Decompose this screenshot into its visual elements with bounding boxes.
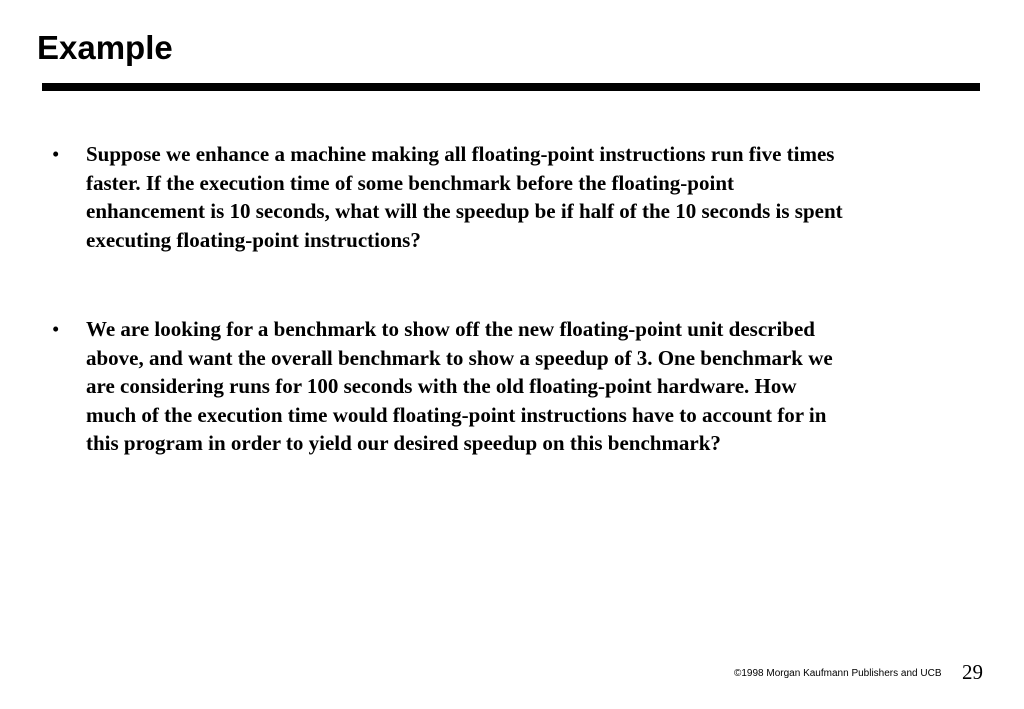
bullet-line: above, and want the overall benchmark to show a speedup of 3. One benchmark we bbox=[86, 345, 833, 370]
bullet-line: enhancement is 10 seconds, what will the speedup be if half of the 10 seconds is spent bbox=[86, 199, 843, 223]
title-divider bbox=[42, 83, 980, 91]
bullet-line: faster. If the execution time of some benchmark before the floating-point bbox=[86, 170, 734, 195]
bullet-line: this program in order to yield our desired speedup on this benchmark? bbox=[86, 431, 721, 455]
bullet-marker: • bbox=[52, 317, 60, 341]
bullet-line: much of the execution time would floating-point instructions have to account for in bbox=[86, 402, 827, 427]
bullet-text bbox=[86, 315, 966, 458]
slide-title: Example bbox=[37, 29, 173, 66]
bullet-line: are considering runs for 100 seconds with the old floating-point hardware. How bbox=[86, 374, 797, 398]
copyright-notice: ©1998 Morgan Kaufmann Publishers and UCB bbox=[734, 668, 942, 679]
bullet-marker: • bbox=[52, 142, 60, 166]
page-number: 29 bbox=[962, 660, 983, 684]
bullet-line: We are looking for a benchmark to show off the new floating-point unit described bbox=[86, 317, 815, 341]
bullet-line: Suppose we enhance a machine making all floating-point instructions run five times bbox=[86, 142, 835, 166]
bullet-text bbox=[86, 140, 966, 254]
bullet-line: executing floating-point instructions? bbox=[86, 227, 421, 252]
